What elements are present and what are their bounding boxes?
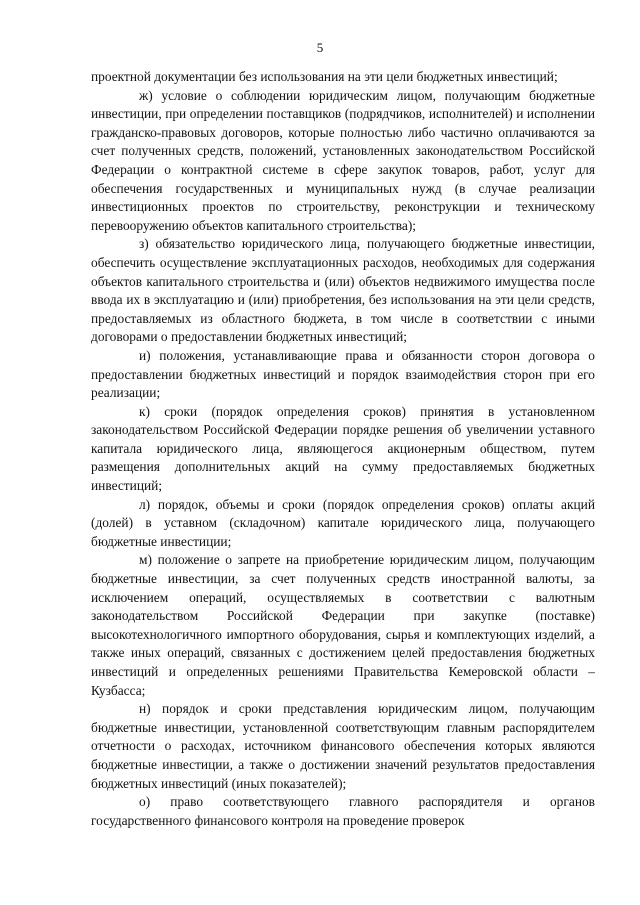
paragraph-continuation: проектной документации без использования на эти цели бюджетных инвестиций;: [91, 69, 558, 84]
document-body: [91, 68, 595, 830]
paragraph-i: и) положения, устанавливающие права и обязанности сторон договора о предоставлении бюджетных инвестиций и порядок взаимодействия сторон при его реализации;: [91, 347, 595, 401]
page-number: 5: [316, 40, 324, 55]
paragraph-l: л) порядок, объемы и сроки (порядок определения сроков) оплаты акций (долей) в уставном (складочном) капитале юридического лица, получающего бюджетные инвестиции;: [91, 496, 595, 549]
paragraph-zh: ж) условие о соблюдении юридическим лицом, получающим бюджетные инвестиции, при определении поставщиков (подрядчиков, исполнителей) и исполнении гражданско-правовых договоров, которые полностью либо частично оплачиваются за счет полученных средств, положений, установленных законодательством Российской Федерации о контрактной системе в сфере закупок товаров, работ, услуг для обеспечения государственных и муниципальных нужд (в случае реализации инвестиционных проектов по строительству, реконструкции и техническому перевооружению объектов капитального строительства);: [91, 87, 595, 233]
paragraph-n: н) порядок и сроки представления юридическим лицом, получающим бюджетные инвестиции, установленной соответствующим главным распорядителем отчетности о расходах, источником финансового обеспечения которых являются бюджетные инвестиции, а также о достижении значений результатов предоставления бюджетных инвестиций (иных показателей);: [91, 701, 595, 791]
paragraph-o: о) право соответствующего главного распорядителя и органов государственного финансового контроля на проведение проверок: [91, 794, 595, 828]
paragraph-z: з) обязательство юридического лица, получающего бюджетные инвестиции, обеспечить осуществление эксплуатационных расходов, необходимых для содержания объектов капитального строительства и (или) объектов недвижимого имущества после ввода их в эксплуатацию и (или) приобретения, без использования на эти цели средств, предоставляемых из областного бюджета, в том числе в соответствии с иными договорами о предоставлении бюджетных инвестиций;: [91, 236, 595, 345]
paragraph-m: м) положение о запрете на приобретение юридическим лицом, получающим бюджетные инвестиции, за счет полученных средств иностранной валюты, за исключением операций, осуществляемых в соответствии с валютным законодательством Российской Федерации при закупке (поставке) высокотехнологичного импортного оборудования, сырья и комплектующих изделий, а также иных операций, связанных с достижением целей предоставления бюджетных инвестиций и определенных решениями Правительства Кемеровской области – Кузбасса;: [91, 552, 595, 698]
paragraph-k: к) сроки (порядок определения сроков) принятия в установленном законодательством Российской Федерации порядке решения об увеличении уставного капитала юридического лица, являющегося акционерным обществом, путем размещения дополнительных акций на сумму предоставляемых бюджетных инвестиций;: [91, 403, 595, 494]
